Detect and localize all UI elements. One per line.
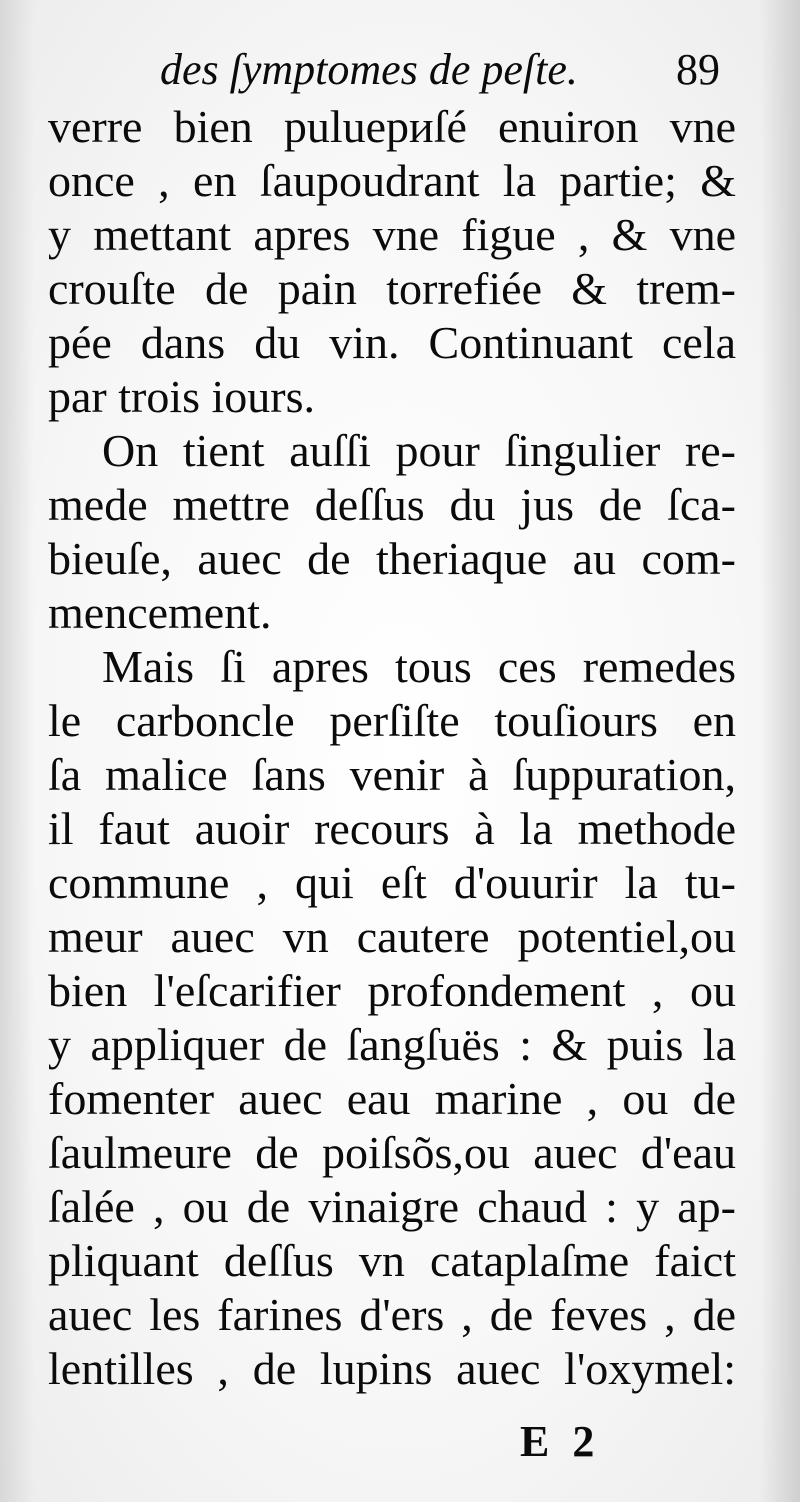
text-line: le carboncle perſiſte touſiours en (48, 695, 736, 746)
text-line: commune , qui eſt d'ouurir la tu- (48, 857, 736, 908)
text-line: fomenter auec eau marine , ou de (48, 1073, 736, 1124)
page-gutter-shadow (0, 0, 34, 1502)
text-line: bieuſe, auec de theriaque au com- (48, 533, 736, 584)
text-line: once , en ſaupoudrant la partie; & (48, 155, 736, 206)
text-line: lentilles , de lupins auec l'oxymel: (48, 1343, 736, 1394)
text-line: pliquant deſſus vn cataplaſme faict (48, 1235, 736, 1286)
text-line: par trois iours. (48, 371, 316, 422)
text-line: auec les farines d'ers , de feves , de (48, 1289, 736, 1340)
text-line: mencement. (48, 587, 272, 638)
running-head (0, 34, 800, 104)
text-line: ſaulmeure de poiſsõs,ou auec d'eau (48, 1127, 736, 1178)
text-line: mede mettre deſſus du jus de ſca- (48, 479, 736, 530)
page-number: 89 (676, 45, 720, 94)
text-line: meur auec vn cautere potentiel,ou (48, 911, 736, 962)
page-edge-shadow (760, 0, 800, 1502)
text-line: pée dans du vin. Continuant cela (48, 317, 736, 368)
text-line: verre bien puluериſé enuiron vne (48, 101, 736, 152)
text-line: bien l'eſcarifier profondement , ou (48, 965, 736, 1016)
text-line: ſa malice ſans venir à ſuppuration, (48, 749, 736, 800)
text-line: crouſte de pain torrefiée & trem- (48, 263, 736, 314)
text-line: y appliquer de ſangſuës : & puis la (48, 1019, 736, 1070)
text-line: ſalée , ou de vinaigre chaud : y ap- (48, 1181, 736, 1232)
paragraph-first-line: On tient auſſi pour ſingulier re- (102, 425, 736, 476)
paragraph-first-line: Mais ſi apres tous ces remedes (102, 641, 736, 692)
body-text (48, 100, 736, 1396)
text-line: y mettant apres vne figue , & vne (48, 209, 736, 260)
text-line: il faut auoir recours à la methode (48, 803, 736, 854)
signature-mark: E 2 (520, 1417, 601, 1466)
running-head-title: des ſymptomes de peſte. (160, 45, 578, 94)
